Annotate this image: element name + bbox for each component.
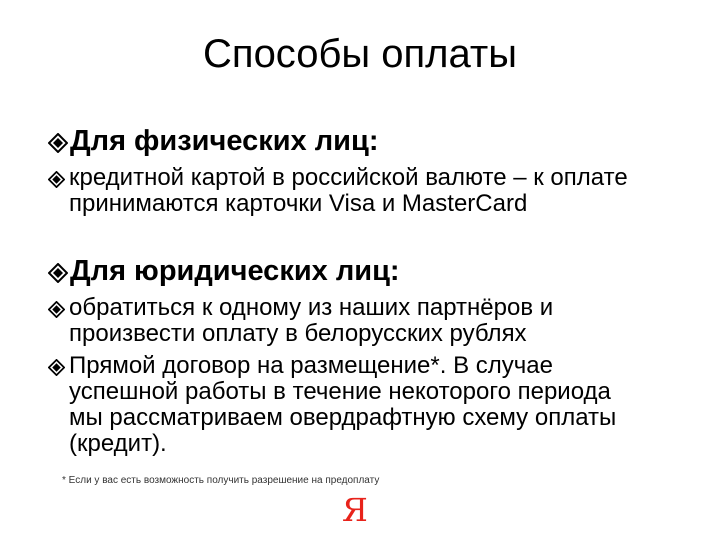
section-heading: Для юридических лиц: xyxy=(70,255,400,287)
diamond-bullet-icon xyxy=(48,301,69,318)
section-individuals xyxy=(48,124,648,158)
slide-title: Способы оплаты xyxy=(203,32,517,76)
section-heading: Для физических лиц: xyxy=(70,125,379,157)
diamond-bullet-icon xyxy=(48,263,70,283)
direct-contract-item xyxy=(48,353,668,457)
diamond-bullet-icon xyxy=(48,133,70,153)
footnote: * Если у вас есть возможность получить разрешение на предоплату xyxy=(62,475,380,486)
card-payment-item xyxy=(48,165,668,217)
section-legal-entities xyxy=(48,254,648,288)
yandex-logo: Я xyxy=(342,491,368,529)
diamond-bullet-icon xyxy=(48,171,69,188)
bullet-text: Прямой договор на размещение*. В случае успешной работы в течение некоторого периода мы рассматриваем овердрафтную схему оплаты (кредит). xyxy=(69,352,617,457)
bullet-text: обратиться к одному из наших партнёров и произвести оплату в белорусских рублях xyxy=(69,294,554,347)
bullet-text: кредитной картой в российской валюте – к оплате принимаются карточки Visa и MasterCard xyxy=(69,164,628,217)
diamond-bullet-icon xyxy=(48,359,69,376)
partner-payment-item xyxy=(48,295,668,347)
